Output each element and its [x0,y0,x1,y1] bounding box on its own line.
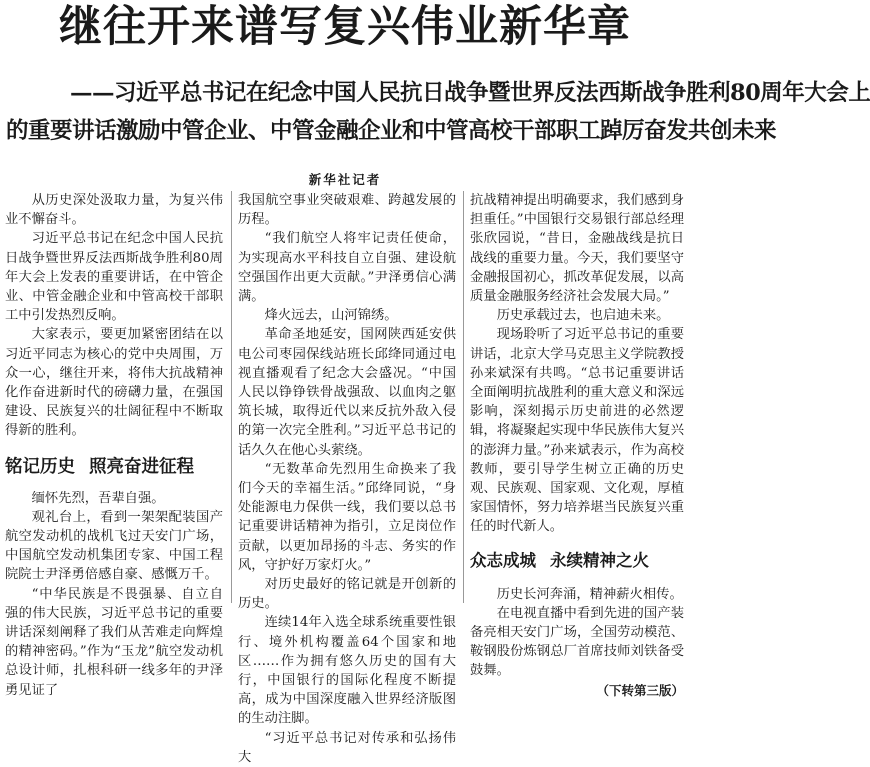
paragraph: 从历史深处汲取力量，为复兴伟业不懈奋斗。 [5,193,223,228]
article-column-3 [470,191,684,698]
subtitle [6,74,870,150]
section-heading-part: 铭记历史 [5,456,75,477]
paragraph: 我国航空事业突破艰难、跨越发展的历程。 [238,193,456,228]
paragraph: “我们航空人将牢记责任使命，为实现高水平科技自立自强、建设航空强国作出更大贡献。”尹泽勇信心满满。 [238,231,456,305]
section-heading-part: 永续精神之火 [550,550,649,570]
paragraph: “无数革命先烈用生命换来了我们今天的幸福生活。”邱绛同说，“身处能源电力保供一线，我们要以总书记重要讲话精神为指引，立足岗位作贡献，以更加昂扬的斗志、务实的作风，守护好万家灯火。” [238,461,456,573]
paragraph: 缅怀先烈，吾辈自强。 [31,490,165,506]
paragraph: 历史长河奔涌，精神薪火相传。 [496,586,683,602]
headline: 继往开来谱写复兴伟业新华章 [59,2,631,52]
paragraph: “中华民族是不畏强暴、自立自强的伟大民族，习近平总书记的重要讲话深刻阐释了我们从苦难走向辉煌的精神密码。”作为“玉龙”航空发动机总设计师，扎根科研一线多年的尹泽勇见证了 [5,586,223,698]
paragraph: 现场聆听了习近平总书记的重要讲话，北京大学马克思主义学院教授孙来斌深有共鸣。“总书记重要讲话全面阐明抗战胜利的重大意义和深远影响，深刻揭示历史前进的必然逻辑，将凝聚起实现中华民族伟大复兴的澎湃力量。”孙来斌表示，作为高校教师，要引导学生树立正确的历史观、民族观、国家观、文化观，厚植家国情怀，努力培养堪当民族复兴重任的时代新人。 [470,327,684,535]
column-divider [231,191,232,603]
paragraph: 抗战精神提出明确要求，我们感到身担重任。”中国银行交易银行部总经理张欣园说，“昔日，金融战线是抗日战线的重要力量。今天，我们要坚守金融报国初心，抓改革促发展，以高质量金融服务经济社会发展大局。” [470,193,684,305]
column-divider [463,191,464,603]
paragraph: 革命圣地延安，国网陕西延安供电公司枣园保线站班长邱绛同通过电视直播观看了纪念大会盛况。“中国人民以铮铮铁骨战强敌、以血肉之躯筑长城，取得近代以来反抗外敌入侵的第一次完全胜利。”习近平总书记的话久久在他心头萦绕。 [238,327,456,458]
paragraph: 对历史最好的铭记就是开创新的历史。 [238,577,456,612]
section-heading [470,549,684,573]
paragraph: 烽火远去，山河锦绣。 [264,308,398,324]
article-column-1 [5,191,223,698]
section-heading-part: 照亮奋进征程 [89,456,194,477]
byline: 新华社记者 [308,172,382,187]
continued-note: （下转第三版） [596,682,684,698]
paragraph: 习近平总书记在纪念中国人民抗日战争暨世界反法西斯战争胜利80周年大会上发表的重要讲话，在中管企业、中管金融企业和中管高校干部职工中引发热烈反响。 [5,231,223,324]
article-column-2 [238,191,456,765]
section-heading [5,455,223,479]
paragraph: 在电视直播中看到先进的国产装备亮相天安门广场，全国劳动模范、鞍钢股份炼钢总厂首席技师刘铁备受鼓舞。 [470,605,684,679]
paragraph: 历史承载过去，也启迪未来。 [496,308,670,324]
paragraph: 连续14年入选全球系统重要性银行、境外机构覆盖64个国家和地区……作为拥有悠久历史的国有大行，中国银行的国际化程度不断提高，成为中国深度融入世界经济版图的生动注脚。 [238,615,456,727]
paragraph: “习近平总书记对传承和弘扬伟大 [238,730,456,765]
subtitle-line-1: ——习近平总书记在纪念中国人民抗日战争暨世界反法西斯战争胜利80周年大会上 [70,80,870,106]
paragraph: 大家表示，要更加紧密团结在以习近平同志为核心的党中央周围，万众一心，继往开来，将伟大抗战精神化作奋进新时代的磅礴力量，在强国建设、民族复兴的壮阔征程中不断取得新的胜利。 [5,327,223,439]
paragraph: 观礼台上，看到一架架配装国产航空发动机的战机飞过天安门广场，中国航空发动机集团专家、中国工程院院士尹泽勇倍感自豪、感慨万千。 [5,509,223,583]
subtitle-line-2: 的重要讲话激励中管企业、中管金融企业和中管高校干部职工踔厉奋发共创未来 [6,118,777,144]
section-heading-part: 众志成城 [470,550,536,570]
